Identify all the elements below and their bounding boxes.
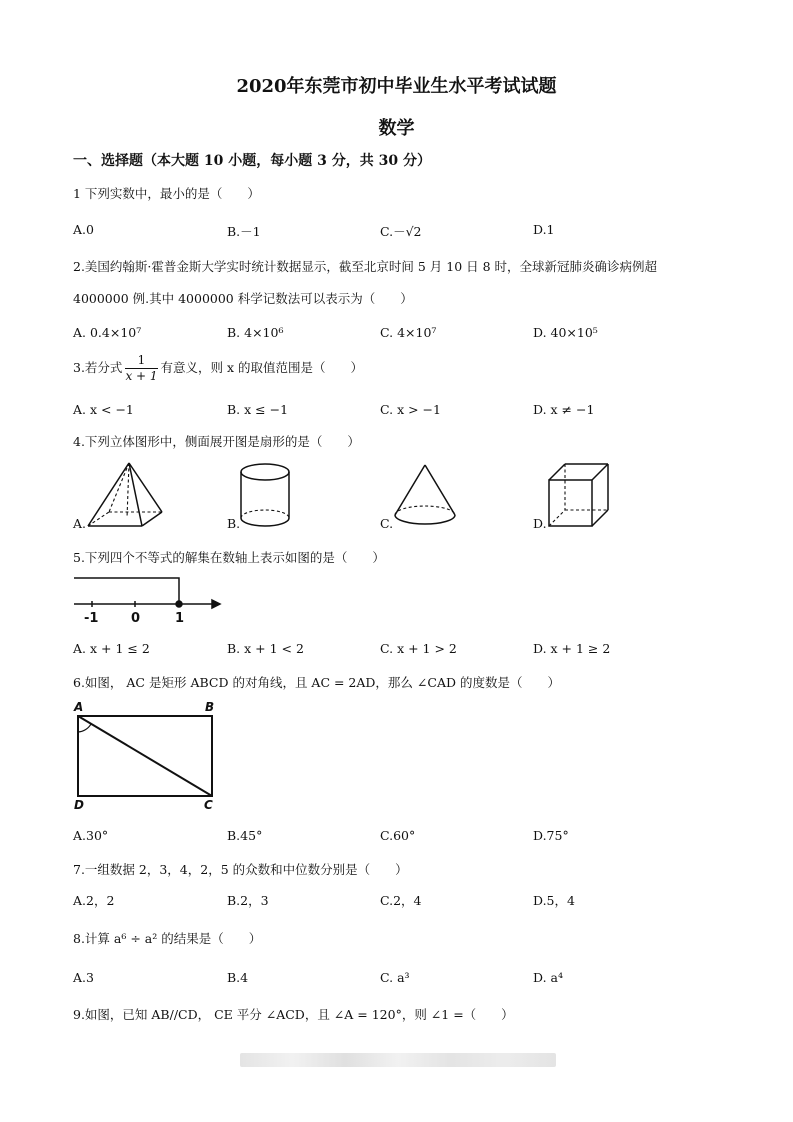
rectangle-abcd-figure: [76, 712, 216, 800]
q6-option-b: B.45°: [227, 828, 263, 843]
vertex-label-c: C: [204, 798, 213, 812]
cone-figure: [392, 462, 462, 532]
q3-frac-numerator: 1: [125, 353, 157, 369]
q3-fraction: [125, 353, 157, 384]
q5-option-c: C. x + 1 > 2: [380, 641, 457, 656]
vertex-label-b: B: [205, 700, 215, 714]
q1-option-b: B.－1: [227, 224, 261, 239]
vertex-label-a: A: [74, 700, 84, 714]
pyramid-figure: [82, 460, 172, 530]
q3-option-a: A. x < −1: [73, 402, 134, 417]
q5-option-a: A. x + 1 ≤ 2: [73, 641, 150, 656]
cylinder-figure: [238, 462, 298, 532]
q3-option-b: B. x ≤ −1: [227, 402, 289, 417]
blurred-watermark: [240, 1053, 556, 1067]
q2-option-d: D. 40×10⁵: [533, 325, 598, 340]
question-2-stem-line2: 4000000 例.其中 4000000 科学记数法可以表示为（ ）: [73, 291, 413, 306]
q4-option-d: D.: [533, 516, 547, 531]
q4-option-b: B.: [227, 516, 241, 531]
q2-option-c: C. 4×10⁷: [380, 325, 437, 340]
q3-frac-denominator: x + 1: [125, 369, 158, 383]
question-2-stem-line1: 2.美国约翰斯·霍普金斯大学实时统计数据显示，截至北京时间 5 月 10 日 8 时，全球新冠肺炎确诊病例超: [73, 259, 658, 274]
subject-title: 数学: [378, 118, 415, 139]
q7-option-d: D.5，4: [533, 893, 575, 908]
q4-option-c: C.: [380, 516, 394, 531]
q5-option-b: B. x + 1 < 2: [227, 641, 304, 656]
q3-option-d: D. x ≠ −1: [533, 402, 595, 417]
question-9-stem: 9.如图，已知 AB//CD， CE 平分 ∠ACD，且 ∠A = 120°，则 ∠1 =（ ）: [73, 1007, 514, 1022]
q3-stem-post: 有意义，则 x 的取值范围是（ ）: [160, 360, 364, 375]
question-5-stem: 5.下列四个不等式的解集在数轴上表示如图的是（ ）: [73, 550, 385, 565]
q2-option-b: B. 4×10⁶: [227, 325, 284, 340]
q3-option-c: C. x > −1: [380, 402, 441, 417]
question-6-stem: 6.如图， AC 是矩形 ABCD 的对角线，且 AC = 2AD，那么 ∠CAD 的度数是（ ）: [73, 675, 560, 690]
q8-option-b: B.4: [227, 970, 249, 985]
q2-option-a: A. 0.4×10⁷: [73, 325, 142, 340]
cube-figure: [545, 460, 615, 530]
question-3-stem: [73, 353, 363, 384]
axis-label-1: 1: [175, 611, 185, 626]
q8-option-c: C. a³: [380, 970, 410, 985]
section-heading: 一、选择题（本大题 10 小题，每小题 3 分，共 30 分）: [73, 153, 431, 169]
q6-option-a: A.30°: [73, 828, 109, 843]
question-1-stem: 1 下列实数中，最小的是（ ）: [73, 186, 260, 201]
q1-option-d: D.1: [533, 222, 555, 237]
q7-option-b: B.2，3: [227, 893, 269, 908]
q6-option-d: D.75°: [533, 828, 569, 843]
axis-label-0: 0: [131, 611, 141, 626]
vertex-label-d: D: [74, 798, 84, 812]
question-8-stem: 8.计算 a⁶ ÷ a² 的结果是（ ）: [73, 931, 262, 946]
q1-option-c: C.－√2: [380, 224, 422, 239]
question-7-stem: 7.一组数据 2，3，4，2，5 的众数和中位数分别是（ ）: [73, 862, 408, 877]
q7-option-c: C.2，4: [380, 893, 422, 908]
q1-option-a: A.0: [73, 222, 94, 237]
q3-stem-pre: 3.若分式: [73, 360, 123, 375]
page-title: 2020年东莞市初中毕业生水平考试试题: [236, 76, 557, 97]
axis-label-neg1: -1: [84, 611, 99, 626]
question-4-stem: 4.下列立体图形中，侧面展开图是扇形的是（ ）: [73, 434, 360, 449]
q5-option-d: D. x + 1 ≥ 2: [533, 641, 611, 656]
q6-option-c: C.60°: [380, 828, 416, 843]
q8-option-d: D. a⁴: [533, 970, 563, 985]
q8-option-a: A.3: [73, 970, 94, 985]
q4-option-a: A.: [73, 516, 87, 531]
q7-option-a: A.2，2: [73, 893, 115, 908]
